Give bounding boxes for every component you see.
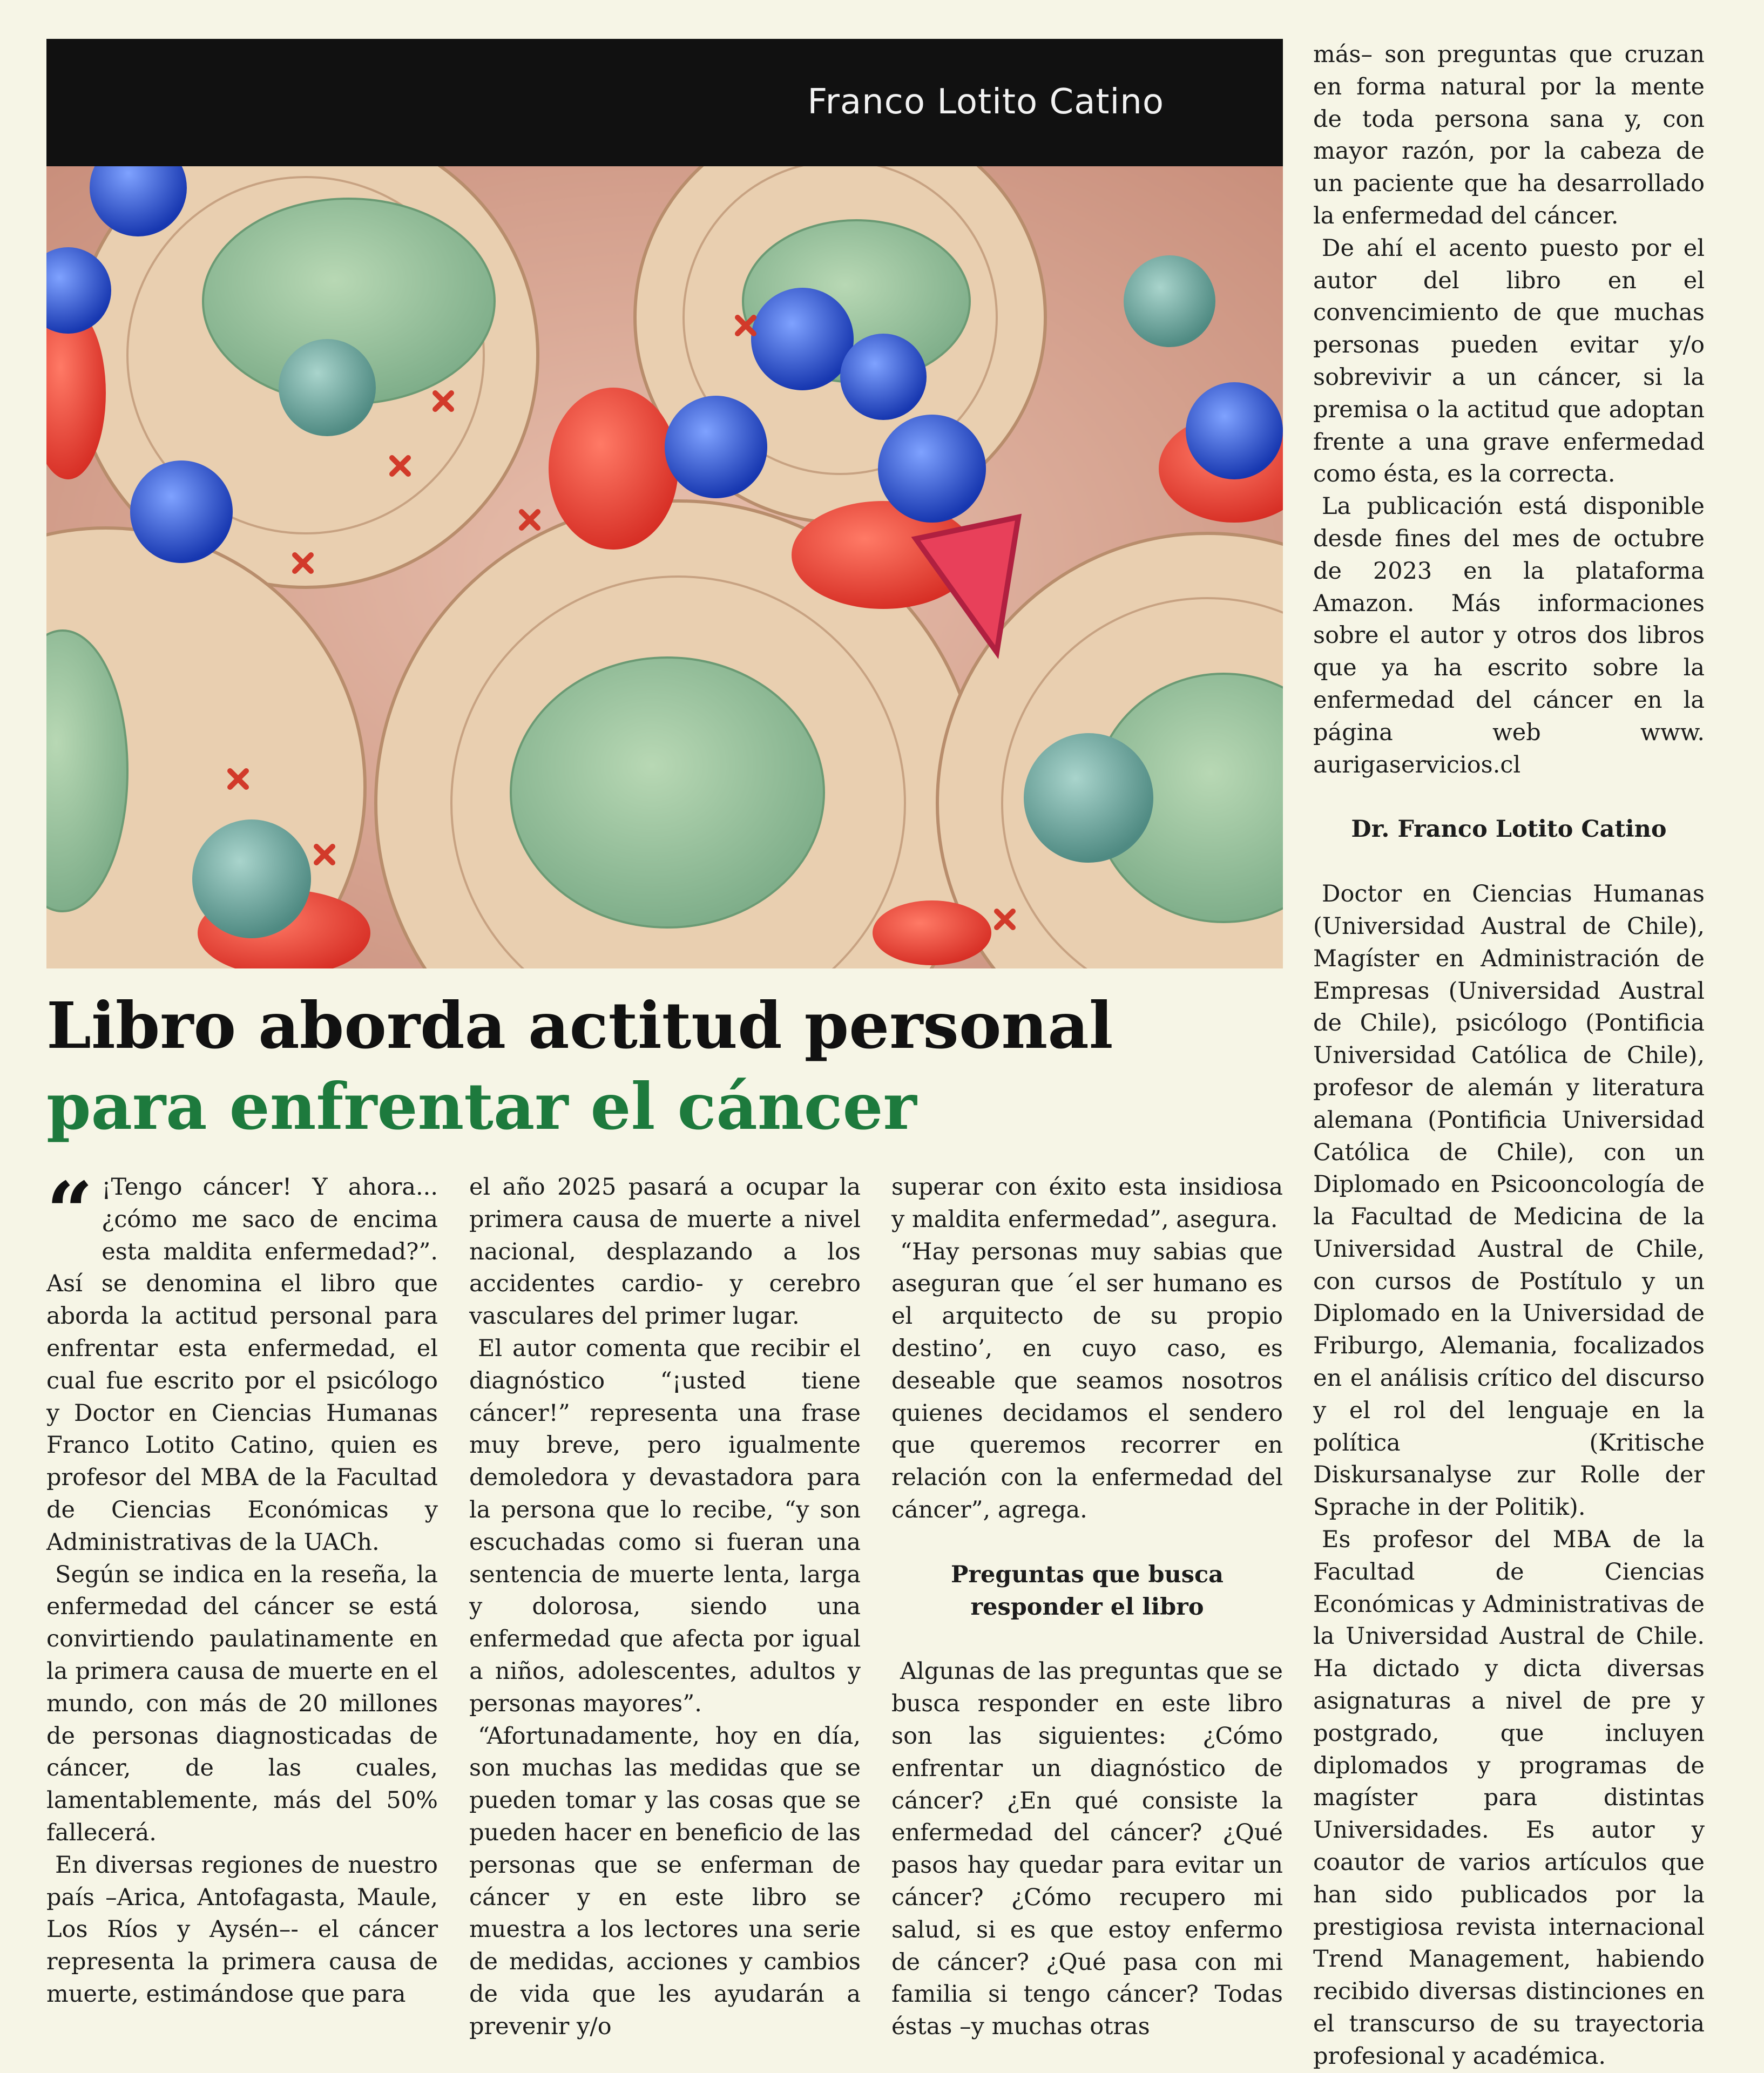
banner-author: Franco Lotito Catino [807, 82, 1164, 122]
article-paragraph: superar con éxito esta insidiosa y maldita enfermedad”, asegura. [891, 1174, 1283, 1233]
article-column-3 [891, 1171, 1283, 2043]
headline-line-1: Libro aborda actitud personal [46, 988, 1113, 1063]
article-paragraph: La publicación está disponible desde fines del mes de octubre de 2023 en la plataforma Amazon. Más informaciones sobre el autor y otros dos libros que ya ha escrito sobre la enfermedad del cáncer en la página web www. aurigaservicios.cl [1313, 493, 1705, 778]
article-paragraph: El autor comenta que recibir el diagnóstico “¡usted tiene cáncer!” representa una frase muy breve, pero igualmente demoledora y devastadora para la persona que lo recibe, “y son escuchadas como si fueran una sentencia de muerte lenta, larga y dolorosa, siendo una enfermedad que afecta por igual a niños, adolescentes, adultos y personas mayores”. [469, 1334, 861, 1717]
subhead-line-1: Preguntas que busca [950, 1561, 1224, 1588]
headline-line-2: para enfrentar el cáncer [46, 1069, 917, 1144]
headline [46, 985, 1283, 1147]
article-paragraph: Según se indica en la reseña, la enfermedad del cáncer se está convirtiendo paulatinamente en la primera causa de muerte en el mundo, con más de 20 millones de personas diagnosticadas de cáncer, de las cuales, lamentablemente, más del 50% fallecerá. [46, 1561, 438, 1846]
article-paragraph: “Afortunadamente, hoy en día, son muchas las medidas que se pueden tomar y las cosas que se pueden hacer en beneficio de las personas que se enferman de cáncer y en este libro se muestra a los lectores una serie de medidas, acciones y cambios de vida que les ayudarán a prevenir y/o [469, 1722, 861, 2040]
article-column-4 [1313, 39, 1705, 2073]
article-paragraph: En diversas regiones de nuestro país –Arica, Antofagasta, Maule, Los Ríos y Aysén–- el cáncer representa la primera causa de muerte, estimándose que para [46, 1851, 438, 2008]
article-paragraph: ¡Tengo cáncer! Y ahora... ¿cómo me saco de encima esta maldita enfermedad?”. Así se denomina el libro que aborda la actitud personal para enfrentar esta enfermedad, el cual fue escrito por el psicólogo y Doctor en Ciencias Humanas Franco Lotito Catino, quien es profesor del MBA de la Facultad de Ciencias Económicas y Administrativas de la UACh. [46, 1174, 438, 1556]
bio-paragraph: Es profesor del MBA de la Facultad de Ciencias Económicas y Administrativas de la Universidad Austral de Chile. Ha dictado y dicta diversas asignaturas a nivel de pre y postgrado, que incluyen diplomados y programas de magíster para distintas Universidades. Es autor y coautor de varios artículos que han sido publicados por la prestigiosa revista internacional Trend Management, habiendo recibido diversas distinciones en el transcurso de su trayectoria profesional y académica. [1313, 1526, 1705, 2070]
article-column-2 [469, 1171, 861, 2043]
article-paragraph: Algunas de las preguntas que se busca responder en este libro son las siguientes: ¿Cómo enfrentar un diagnóstico de cáncer? ¿En qué consiste la enfermedad del cáncer? ¿Qué pasos hay quedar para evitar un cáncer? ¿Cómo recupero mi salud, si es que estoy enfermo de cáncer? ¿Qué pasa con mi familia si tengo cáncer? Todas éstas –y muchas otras [891, 1658, 1283, 2041]
article-paragraph: más– son preguntas que cruzan en forma natural por la mente de toda persona sana y, con mayor razón, por la cabeza de un paciente que ha desarrollado la enfermedad del cáncer. [1313, 41, 1705, 229]
bio-title: Dr. Franco Lotito Catino [1351, 816, 1667, 843]
quote-mark: “ [46, 1164, 93, 1259]
author-banner [46, 39, 1283, 166]
bio-paragraph: Doctor en Ciencias Humanas (Universidad Austral de Chile), Magíster en Administración de Empresas (Universidad Austral de Chile), psicólogo (Pontificia Universidad Católica de Chile), profesor de alemán y literatura alemana (Pontificia Universidad Católica de Chile), con un Diplomado en Psicooncología de la Facultad de Medicina de la Universidad Austral de Chile, con cursos de Postítulo y un Diplomado en la Universidad de Friburgo, Alemania, focalizados en el análisis crítico del discurso y el rol del lenguaje en la política (Kritische Diskursanalyse zur Rolle der Sprache in der Politik). [1313, 880, 1705, 1521]
cells-illustration-icon [46, 166, 1283, 968]
article-paragraph: el año 2025 pasará a ocupar la primera causa de muerte a nivel nacional, desplazando a los accidentes cardio- y cerebro vasculares del primer lugar. [469, 1174, 861, 1330]
section-subhead [891, 1559, 1283, 1624]
article-paragraph: “Hay personas muy sabias que aseguran que ´el ser humano es el arquitecto de su propio destino’, en cuyo caso, es deseable que seamos nosotros quienes decidamos el sendero que queremos recorrer en relación con la enfermedad del cáncer”, agrega. [891, 1238, 1283, 1523]
subhead-line-2: responder el libro [970, 1593, 1204, 1621]
hero-image [46, 166, 1283, 968]
article-column-1 [46, 1164, 438, 2011]
article-paragraph: De ahí el acento puesto por el autor del libro en el convencimiento de que muchas personas pueden evitar y/o sobrevivir a un cáncer, si la premisa o la actitud que adoptan frente a una grave enfermedad como ésta, es la correcta. [1313, 234, 1705, 488]
